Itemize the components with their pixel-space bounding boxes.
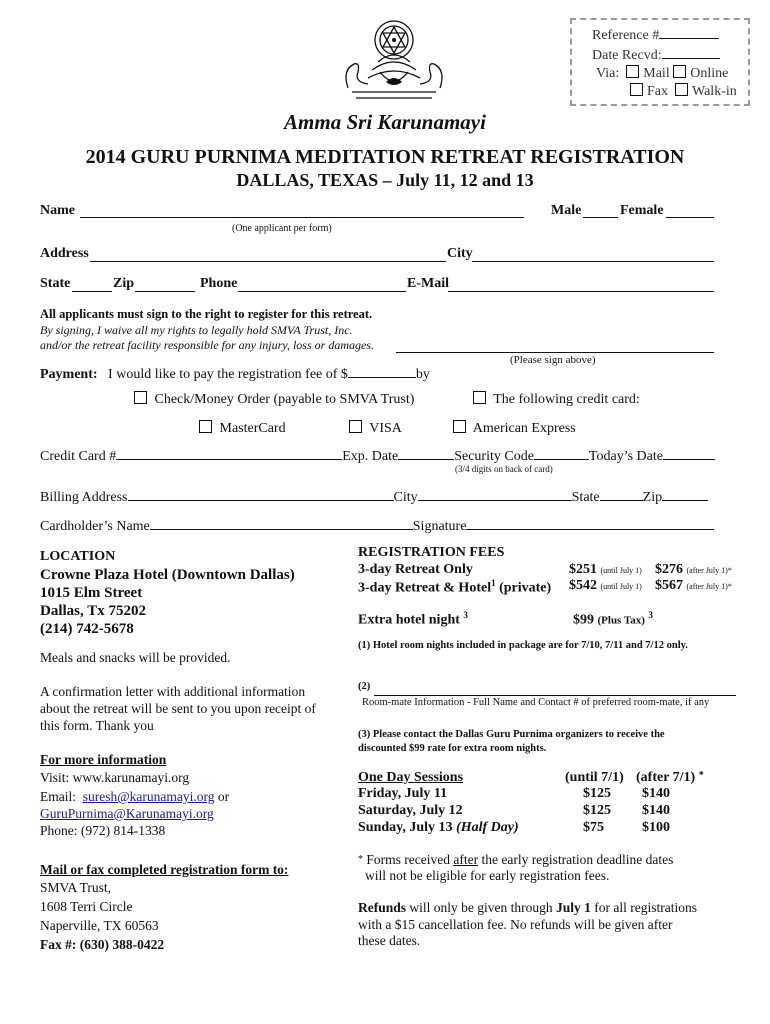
sessions-after-header: (after 7/1) *	[636, 770, 704, 785]
visit-website: Visit: www.karunamayi.org	[40, 770, 190, 785]
via-walkin-checkbox[interactable]	[675, 83, 688, 96]
name-input[interactable]	[80, 205, 524, 218]
fax-number: Fax #: (630) 388-0422	[40, 937, 165, 952]
fee-row-1-late: $276 (after July 1)*	[655, 562, 732, 577]
city-label: City	[447, 246, 473, 261]
digits-note: (3/4 digits on back of card)	[455, 464, 553, 474]
female-input[interactable]	[666, 205, 714, 218]
name-label: Name	[40, 203, 75, 218]
phone-input[interactable]	[238, 279, 406, 292]
fee-note-3b: discounted $99 rate for extra room nights.	[358, 743, 547, 754]
email-line: Email: suresh@karunamayi.org or	[40, 789, 230, 804]
payment-amount-input[interactable]	[348, 365, 416, 378]
mail-heading: Mail or fax completed registration form to:	[40, 862, 289, 877]
session-late-1: $140	[642, 786, 670, 801]
extra-night-label: Extra hotel night $^3$	[358, 610, 468, 628]
phone-info: Phone: (972) 814-1338	[40, 823, 166, 838]
security-code-input[interactable]	[534, 447, 589, 460]
date-received-field[interactable]: Date Recvd:	[592, 46, 720, 64]
reference-number-field[interactable]: Reference #	[592, 26, 719, 44]
billing-city-input[interactable]	[418, 488, 572, 501]
address-input[interactable]	[90, 249, 446, 262]
zip-label: Zip	[113, 276, 135, 291]
city-input[interactable]	[472, 249, 714, 262]
credit-card-checkbox[interactable]	[473, 391, 486, 404]
amex-option[interactable]: American Express	[453, 420, 576, 437]
credit-card-number-input[interactable]	[116, 447, 342, 460]
mastercard-option[interactable]: MasterCard	[199, 420, 286, 437]
hotel-name: Crowne Plaza Hotel (Downtown Dallas)	[40, 567, 295, 583]
male-label: Male	[551, 203, 582, 218]
fee-row-1-label: 3-day Retreat Only	[358, 562, 473, 577]
billing-address-input[interactable]	[128, 488, 394, 501]
please-sign-note: (Please sign above)	[510, 354, 596, 366]
location-heading: LOCATION	[40, 549, 116, 564]
visa-option[interactable]: VISA	[349, 420, 402, 437]
check-option[interactable]: Check/Money Order (payable to SMVA Trust)	[134, 391, 414, 408]
mail-line-1: SMVA Trust,	[40, 880, 112, 895]
one-applicant-note: (One applicant per form)	[232, 223, 332, 234]
credit-card-row: Credit Card # Exp. Date Security Code Today’s Date	[40, 447, 715, 465]
exp-date-input[interactable]	[398, 447, 454, 460]
fee-note-2: Room-mate Information - Full Name and Contact # of preferred room-mate, if any	[362, 697, 710, 708]
mail-line-3: Naperville, TX 60563	[40, 918, 159, 933]
refunds-note-2: with a $15 cancellation fee. No refunds will be given after	[358, 917, 673, 932]
email-link-2[interactable]: GuruPurnima@Karunamayi.org	[40, 806, 214, 821]
state-label: State	[40, 276, 71, 291]
zip-input[interactable]	[135, 279, 195, 292]
check-checkbox[interactable]	[134, 391, 147, 404]
early-deadline-note: * Forms received after the early registration deadline dates	[358, 852, 674, 867]
address-label: Address	[40, 246, 89, 261]
amex-checkbox[interactable]	[453, 420, 466, 433]
page-subtitle: DALLAS, TEXAS – July 11, 12 and 13	[236, 170, 534, 190]
waiver-signature-input[interactable]	[396, 340, 714, 353]
via-fax-checkbox[interactable]	[630, 83, 643, 96]
credit-card-option[interactable]: The following credit card:	[473, 391, 640, 408]
session-late-2: $140	[642, 803, 670, 818]
via-label: Via:	[596, 66, 620, 81]
hotel-city: Dallas, Tx 75202	[40, 603, 146, 619]
fee-note-1: (1) Hotel room nights included in package are for 7/10, 7/11 and 7/12 only.	[358, 640, 688, 651]
session-late-3: $100	[642, 820, 670, 835]
session-day-1: Friday, July 11	[358, 786, 448, 801]
session-day-2: Saturday, July 12	[358, 803, 463, 818]
email-label: E-Mail	[407, 276, 449, 291]
lotus-swans-emblem-icon	[338, 12, 450, 106]
fee-row-2-label: 3-day Retreat & Hotel$^1$ (private)	[358, 578, 552, 596]
session-day-3: Sunday, July 13 (Half Day)	[358, 820, 519, 835]
hotel-street: 1015 Elm Street	[40, 585, 143, 601]
fee-note-3a: (3) Please contact the Dallas Guru Purnima organizers to receive the	[358, 729, 665, 740]
fee-row-1-early: $251 (until July 1)	[569, 562, 642, 577]
visa-checkbox[interactable]	[349, 420, 362, 433]
refunds-note-3: these dates.	[358, 933, 421, 948]
via-online-checkbox[interactable]	[673, 65, 686, 78]
cardholder-row: Cardholder’s Name Signature	[40, 517, 714, 535]
todays-date-input[interactable]	[663, 447, 715, 460]
mastercard-checkbox[interactable]	[199, 420, 212, 433]
billing-row: Billing Address City State Zip	[40, 488, 708, 506]
payment-row: Payment: I would like to pay the registration fee of $ by	[40, 367, 430, 382]
hotel-phone: (214) 742-5678	[40, 621, 134, 637]
more-info-heading: For more information	[40, 752, 167, 767]
fee-row-2-early: $542 (until July 1)	[569, 578, 642, 593]
waiver-line-1: By signing, I waive all my rights to legally hold SMVA Trust, Inc.	[40, 323, 353, 337]
guru-name: Amma Sri Karunamayi	[284, 110, 486, 134]
meals-note: Meals and snacks will be provided.	[40, 650, 231, 665]
fee-row-2-late: $567 (after July 1)*	[655, 578, 732, 593]
confirm-line-3: this form. Thank you	[40, 718, 154, 733]
sign-instruction: All applicants must sign to the right to register for this retreat.	[40, 307, 373, 321]
waiver-line-2: and/or the retreat facility responsible for any injury, loss or damages.	[40, 338, 374, 352]
billing-state-input[interactable]	[600, 488, 643, 501]
female-label: Female	[620, 203, 664, 218]
confirm-line-1: A confirmation letter with additional information	[40, 684, 306, 699]
sessions-heading: One Day Sessions	[358, 770, 464, 785]
male-input[interactable]	[583, 205, 618, 218]
email-link-1[interactable]: suresh@karunamayi.org	[82, 789, 215, 804]
email-input[interactable]	[448, 279, 714, 292]
office-use-box: Reference # Date Recvd: Via: Mail Online Fax Walk-in	[570, 18, 750, 106]
fee-note-2-label: (2)	[358, 681, 371, 692]
fees-heading: REGISTRATION FEES	[358, 545, 505, 560]
sessions-until-header: (until 7/1)	[565, 770, 624, 785]
early-deadline-note-2: will not be eligible for early registration fees.	[365, 868, 610, 883]
phone-label: Phone	[200, 276, 238, 291]
signature-input[interactable]	[466, 517, 714, 530]
roommate-input[interactable]	[374, 683, 736, 696]
state-input[interactable]	[72, 279, 112, 292]
session-early-2: $125	[583, 803, 611, 818]
billing-zip-input[interactable]	[662, 488, 708, 501]
session-early-1: $125	[583, 786, 611, 801]
mail-line-2: 1608 Terri Circle	[40, 899, 133, 914]
session-early-3: $75	[583, 820, 604, 835]
page-title: 2014 GURU PURNIMA MEDITATION RETREAT REGISTRATION	[85, 146, 685, 168]
refunds-note: Refunds will only be given through July 1 for all registrations	[358, 900, 697, 915]
confirm-line-2: about the retreat will be sent to you upon receipt of	[40, 701, 316, 716]
via-mail-checkbox[interactable]	[626, 65, 639, 78]
extra-night-price: $99 (Plus Tax) $^3$	[573, 610, 653, 628]
cardholder-name-input[interactable]	[150, 517, 413, 530]
